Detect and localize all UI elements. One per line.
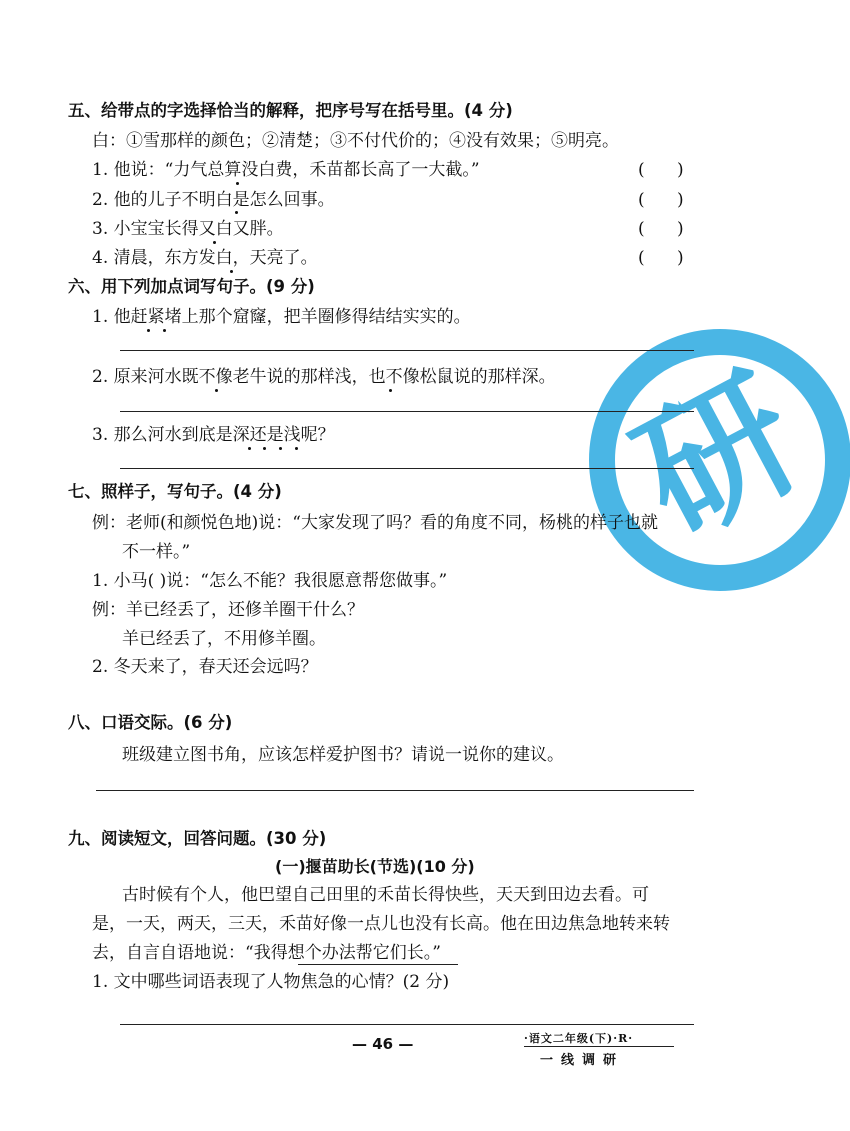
q7-item-2: 2. 冬天来了，春天还会远吗？	[92, 657, 318, 677]
q7-example-1-line-2: 不一样。”	[122, 542, 191, 562]
emphasis-dot	[215, 389, 218, 392]
q7-example-2-line-2: 羊已经丢了，不用修羊圈。	[122, 629, 326, 649]
q5-answer-1[interactable]: ( )	[638, 160, 684, 180]
answer-line-6-1[interactable]	[120, 350, 694, 351]
underline-passage	[298, 964, 458, 965]
q6-item-2: 2. 原来河水既不像老牛说的那样浅，也不像松鼠说的那样深。	[92, 367, 556, 387]
emphasis-dot	[230, 270, 233, 273]
q9-question-1: 1. 文中哪些词语表现了人物焦急的心情？(2 分)	[92, 972, 450, 992]
emphasis-dot	[147, 329, 150, 332]
emphasis-dot	[263, 447, 266, 450]
q6-item-3: 3. 那么河水到底是深还是浅呢？	[92, 425, 335, 445]
q7-example-2-line-1: 例：羊已经丢了，还修羊圈干什么？	[92, 600, 364, 620]
watermark-stamp	[590, 330, 850, 590]
series-label: 一线调研	[540, 1053, 625, 1068]
q9-passage-line-1: 古时候有个人，他巴望自己田里的禾苗长得快些，天天到田边去看。可	[122, 885, 649, 905]
watermark-char: 研	[611, 345, 826, 570]
q7-title: 七、照样子，写句子。(4 分)	[68, 482, 282, 501]
q5-answer-2[interactable]: ( )	[638, 190, 684, 210]
q9-passage-line-3: 去，自言自语地说：“我得想个办法帮它们长。”	[92, 943, 441, 963]
q5-item-1: 1. 他说：“力气总算没白费，禾苗都长高了一大截。”	[92, 160, 480, 180]
q8-prompt: 班级建立图书角，应该怎样爱护图书？请说一说你的建议。	[122, 745, 564, 765]
q5-answer-3[interactable]: ( )	[638, 219, 684, 239]
q5-title: 五、给带点的字选择恰当的解释，把序号写在括号里。(4 分)	[68, 101, 513, 120]
emphasis-dot	[163, 329, 166, 332]
emphasis-dot	[295, 447, 298, 450]
q5-answer-4[interactable]: ( )	[638, 248, 684, 268]
q7-example-1-line-1: 例：老师(和颜悦色地)说：“大家发现了吗？看的角度不同，杨桃的样子也就	[92, 513, 658, 533]
answer-line-8[interactable]	[96, 790, 694, 791]
q7-item-1: 1. 小马( )说：“怎么不能？我很愿意帮您做事。”	[92, 571, 448, 591]
q6-title: 六、用下列加点词写句子。(9 分)	[68, 277, 315, 296]
q5-item-3: 3. 小宝宝长得又白又胖。	[92, 219, 284, 239]
emphasis-dot	[236, 182, 239, 185]
page-number: — 46 —	[352, 1035, 414, 1053]
emphasis-dot	[235, 211, 238, 214]
answer-line-9-1[interactable]	[120, 1024, 694, 1025]
answer-line-6-3[interactable]	[120, 468, 694, 469]
q9-passage-title: (一)揠苗助长(节选)(10 分)	[275, 857, 475, 876]
emphasis-dot	[248, 447, 251, 450]
emphasis-dot	[389, 389, 392, 392]
q9-passage-line-2: 是，一天，两天，三天，禾苗好像一点儿也没有长高。他在田边焦急地转来转	[92, 914, 670, 934]
q5-meanings: 白：①雪那样的颜色；②清楚；③不付代价的；④没有效果；⑤明亮。	[92, 131, 619, 151]
q6-item-1: 1. 他赶紧堵上那个窟窿，把羊圈修得结结实实的。	[92, 307, 471, 327]
q8-title: 八、口语交际。(6 分)	[68, 713, 233, 732]
q5-item-2: 2. 他的儿子不明白是怎么回事。	[92, 190, 335, 210]
book-label: ·语文二年级(下)·R·	[524, 1032, 634, 1045]
q9-title: 九、阅读短文，回答问题。(30 分)	[68, 829, 327, 848]
q5-item-4: 4. 清晨，东方发白，天亮了。	[92, 248, 318, 268]
emphasis-dot	[213, 241, 216, 244]
footer-divider	[524, 1046, 674, 1047]
answer-line-6-2[interactable]	[120, 411, 694, 412]
emphasis-dot	[279, 447, 282, 450]
